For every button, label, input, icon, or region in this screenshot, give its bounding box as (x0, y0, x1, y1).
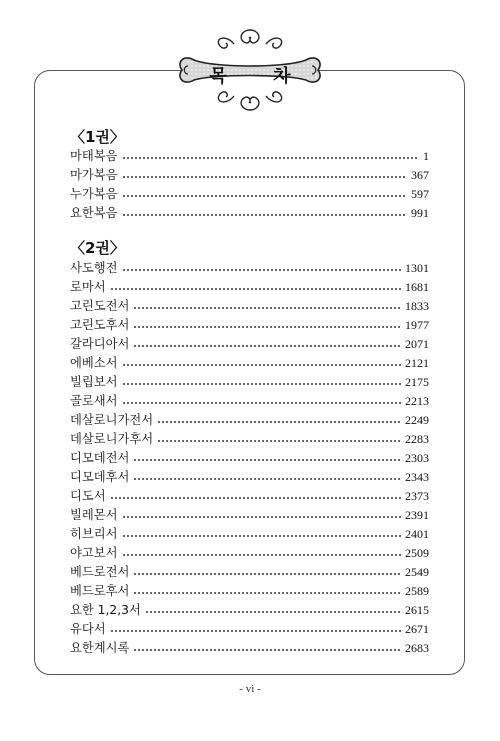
page-title: 목 차 (209, 66, 311, 87)
toc-entry-title: 베드로후서 (70, 584, 130, 598)
dot-leader (122, 552, 401, 557)
toc-entry-page: 2213 (405, 394, 429, 408)
toc-entry-title: 에베소서 (70, 356, 118, 370)
toc-entry-page: 2391 (405, 508, 429, 522)
toc-entry[interactable] (70, 523, 429, 542)
toc-entry[interactable] (70, 466, 429, 485)
dot-leader (110, 628, 401, 633)
toc-list-vol1 (70, 145, 429, 221)
dot-leader (133, 647, 401, 652)
toc-entry-title: 빌레몬서 (70, 508, 118, 522)
toc-entry-page: 597 (411, 187, 429, 201)
toc-entry-page: 2549 (405, 565, 429, 579)
toc-entry[interactable] (70, 618, 429, 637)
dot-leader (145, 609, 401, 614)
toc-entry[interactable] (70, 599, 429, 618)
toc-entry[interactable] (70, 428, 429, 447)
dot-leader (122, 362, 401, 367)
toc-entry-title: 누가복음 (70, 187, 118, 201)
section-heading-vol1: 〈1권〉 (70, 128, 125, 146)
dot-leader (133, 457, 401, 462)
dot-leader (157, 419, 401, 424)
toc-entry-title: 디도서 (70, 489, 106, 503)
dot-leader (133, 590, 401, 595)
toc-entry-page: 2683 (405, 641, 429, 655)
toc-entry-title: 마태복음 (70, 149, 118, 163)
dot-leader (122, 533, 401, 538)
toc-entry-title: 베드로전서 (70, 565, 130, 579)
toc-entry[interactable] (70, 371, 429, 390)
dot-leader (157, 438, 401, 443)
toc-entry-page: 1977 (405, 318, 429, 332)
toc-entry-page: 2373 (405, 489, 429, 503)
toc-entry-page: 2071 (405, 337, 429, 351)
toc-entry[interactable] (70, 561, 429, 580)
toc-entry-title: 빌립보서 (70, 375, 118, 389)
toc-entry-title: 요한 1,2,3서 (70, 603, 141, 617)
dot-leader (122, 155, 419, 160)
toc-entry-title: 갈라디아서 (70, 337, 130, 351)
toc-entry-title: 요한계시록 (70, 641, 130, 655)
toc-entry-title: 유다서 (70, 622, 106, 636)
toc-entry-page: 2343 (405, 470, 429, 484)
toc-entry[interactable] (70, 504, 429, 523)
toc-entry-title: 고린도후서 (70, 318, 130, 332)
dot-leader (122, 267, 401, 272)
toc-entry[interactable] (70, 202, 429, 221)
toc-entry-page: 1 (423, 149, 429, 163)
dot-leader (122, 514, 401, 519)
toc-entry-title: 히브리서 (70, 527, 118, 541)
toc-entry-title: 야고보서 (70, 546, 118, 560)
toc-entry-page: 1833 (405, 299, 429, 313)
toc-entry-title: 골로새서 (70, 394, 118, 408)
dot-leader (122, 381, 401, 386)
toc-entry[interactable] (70, 333, 429, 352)
toc-entry-page: 2283 (405, 432, 429, 446)
toc-entry[interactable] (70, 542, 429, 561)
toc-entry[interactable] (70, 257, 429, 276)
dot-leader (110, 495, 401, 500)
toc-entry-page: 2401 (405, 527, 429, 541)
toc-entry-title: 디모데전서 (70, 451, 130, 465)
toc-entry-title: 사도행전 (70, 261, 118, 275)
toc-entry-title: 데살로니가전서 (70, 413, 154, 427)
toc-entry-page: 1301 (405, 261, 429, 275)
dot-leader (133, 305, 401, 310)
dot-leader (122, 174, 407, 179)
toc-entry-page: 2121 (405, 356, 429, 370)
toc-entry[interactable] (70, 390, 429, 409)
toc-entry-title: 요한복음 (70, 206, 118, 220)
dot-leader (133, 324, 401, 329)
dot-leader (122, 193, 407, 198)
toc-entry-title: 디모데후서 (70, 470, 130, 484)
toc-entry-page: 1681 (405, 280, 429, 294)
toc-entry-page: 2509 (405, 546, 429, 560)
toc-entry[interactable] (70, 409, 429, 428)
toc-entry-page: 2589 (405, 584, 429, 598)
toc-entry[interactable] (70, 352, 429, 371)
dot-leader (122, 212, 407, 217)
dot-leader (133, 571, 401, 576)
toc-entry-title: 로마서 (70, 280, 106, 294)
toc-entry[interactable] (70, 164, 429, 183)
toc-entry-page: 367 (411, 168, 429, 182)
toc-entry-page: 2615 (405, 603, 429, 617)
toc-entry[interactable] (70, 276, 429, 295)
toc-entry-page: 2303 (405, 451, 429, 465)
dot-leader (110, 286, 401, 291)
toc-entry[interactable] (70, 580, 429, 599)
toc-entry[interactable] (70, 183, 429, 202)
toc-entry-title: 데살로니가후서 (70, 432, 154, 446)
dot-leader (122, 400, 401, 405)
toc-entry[interactable] (70, 447, 429, 466)
toc-entry-page: 2175 (405, 375, 429, 389)
section-heading-vol2: 〈2권〉 (70, 239, 125, 257)
toc-entry[interactable] (70, 485, 429, 504)
toc-entry[interactable] (70, 314, 429, 333)
dot-leader (133, 476, 401, 481)
toc-entry-title: 마가복음 (70, 168, 118, 182)
toc-entry[interactable] (70, 637, 429, 656)
toc-entry-page: 2249 (405, 413, 429, 427)
toc-entry-page: 2671 (405, 622, 429, 636)
toc-list-vol2 (70, 257, 429, 656)
toc-entry[interactable] (70, 295, 429, 314)
toc-entry-title: 고린도전서 (70, 299, 130, 313)
toc-entry-page: 991 (411, 206, 429, 220)
dot-leader (133, 343, 401, 348)
page-number: - vi - (239, 683, 261, 695)
toc-entry[interactable] (70, 145, 429, 164)
